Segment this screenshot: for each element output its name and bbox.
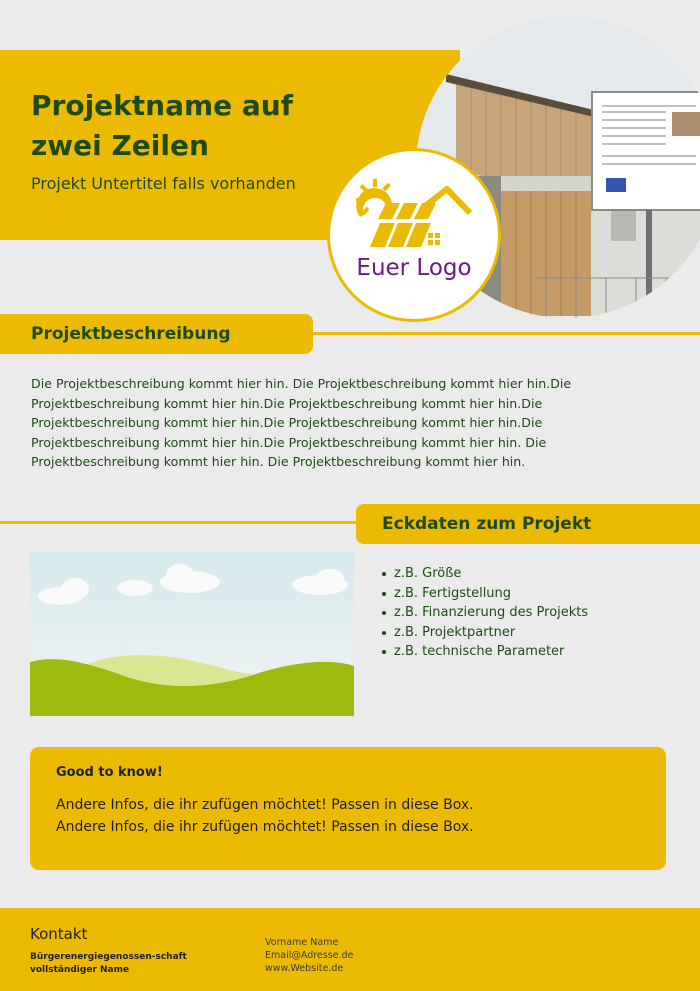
page-subtitle: Projekt Untertitel falls vorhanden xyxy=(31,174,296,193)
info-box xyxy=(30,747,666,870)
list-item: z.B. Finanzierung des Projekts xyxy=(382,603,588,623)
logo-badge xyxy=(327,148,501,322)
page-title: Projektname auf zwei Zeilen xyxy=(31,89,293,162)
contact-website[interactable]: www.Website.de xyxy=(265,963,344,974)
landscape-image xyxy=(30,552,354,716)
info-box-text: Andere Infos, die ihr zufügen möchtet! Passen in diese Box. Andere Infos, die ihr zufügen möchtet! Passen in diese Box. xyxy=(56,797,474,835)
landscape-illustration xyxy=(30,552,354,716)
key-data-heading-label: Eckdaten zum Projekt xyxy=(382,514,592,534)
footer xyxy=(0,908,700,991)
key-data-divider xyxy=(0,521,356,524)
contact-details xyxy=(265,936,353,975)
description-heading xyxy=(0,314,313,354)
description-heading-label: Projektbeschreibung xyxy=(31,324,231,344)
logo-text: Euer Logo xyxy=(356,255,472,281)
key-data-heading xyxy=(356,504,700,544)
contact-heading: Kontakt xyxy=(30,925,88,943)
contact-email[interactable]: Email@Adresse.de xyxy=(265,950,354,961)
description-divider xyxy=(313,332,700,335)
list-item: z.B. technische Parameter xyxy=(382,642,588,662)
description-text: Die Projektbeschreibung kommt hier hin. Die Projektbeschreibung kommt hier hin.Die Projektbeschreibung kommt hier hin.Die Projektbeschreibung kommt hier hin.Die Projektbeschreibung kommt hier hin.Die Projektbeschreibung kommt hier hin.Die Projektbeschreibung kommt hier hin.Die Projektbeschreibung kommt hier hin. Die Projektbeschreibung kommt hier hin. Die Projektbeschreibung kommt hier hin. xyxy=(31,376,572,469)
solar-house-logo-icon xyxy=(340,173,490,253)
list-item: z.B. Größe xyxy=(382,564,588,584)
contact-organization: Bürgerenergiegenossen-schaft vollständiger Name xyxy=(30,952,187,975)
info-box-title: Good to know! xyxy=(56,765,163,780)
key-data-list xyxy=(382,564,588,662)
list-item: z.B. Fertigstellung xyxy=(382,584,588,604)
list-item: z.B. Projektpartner xyxy=(382,623,588,643)
contact-name: Vorname Name xyxy=(265,937,339,948)
